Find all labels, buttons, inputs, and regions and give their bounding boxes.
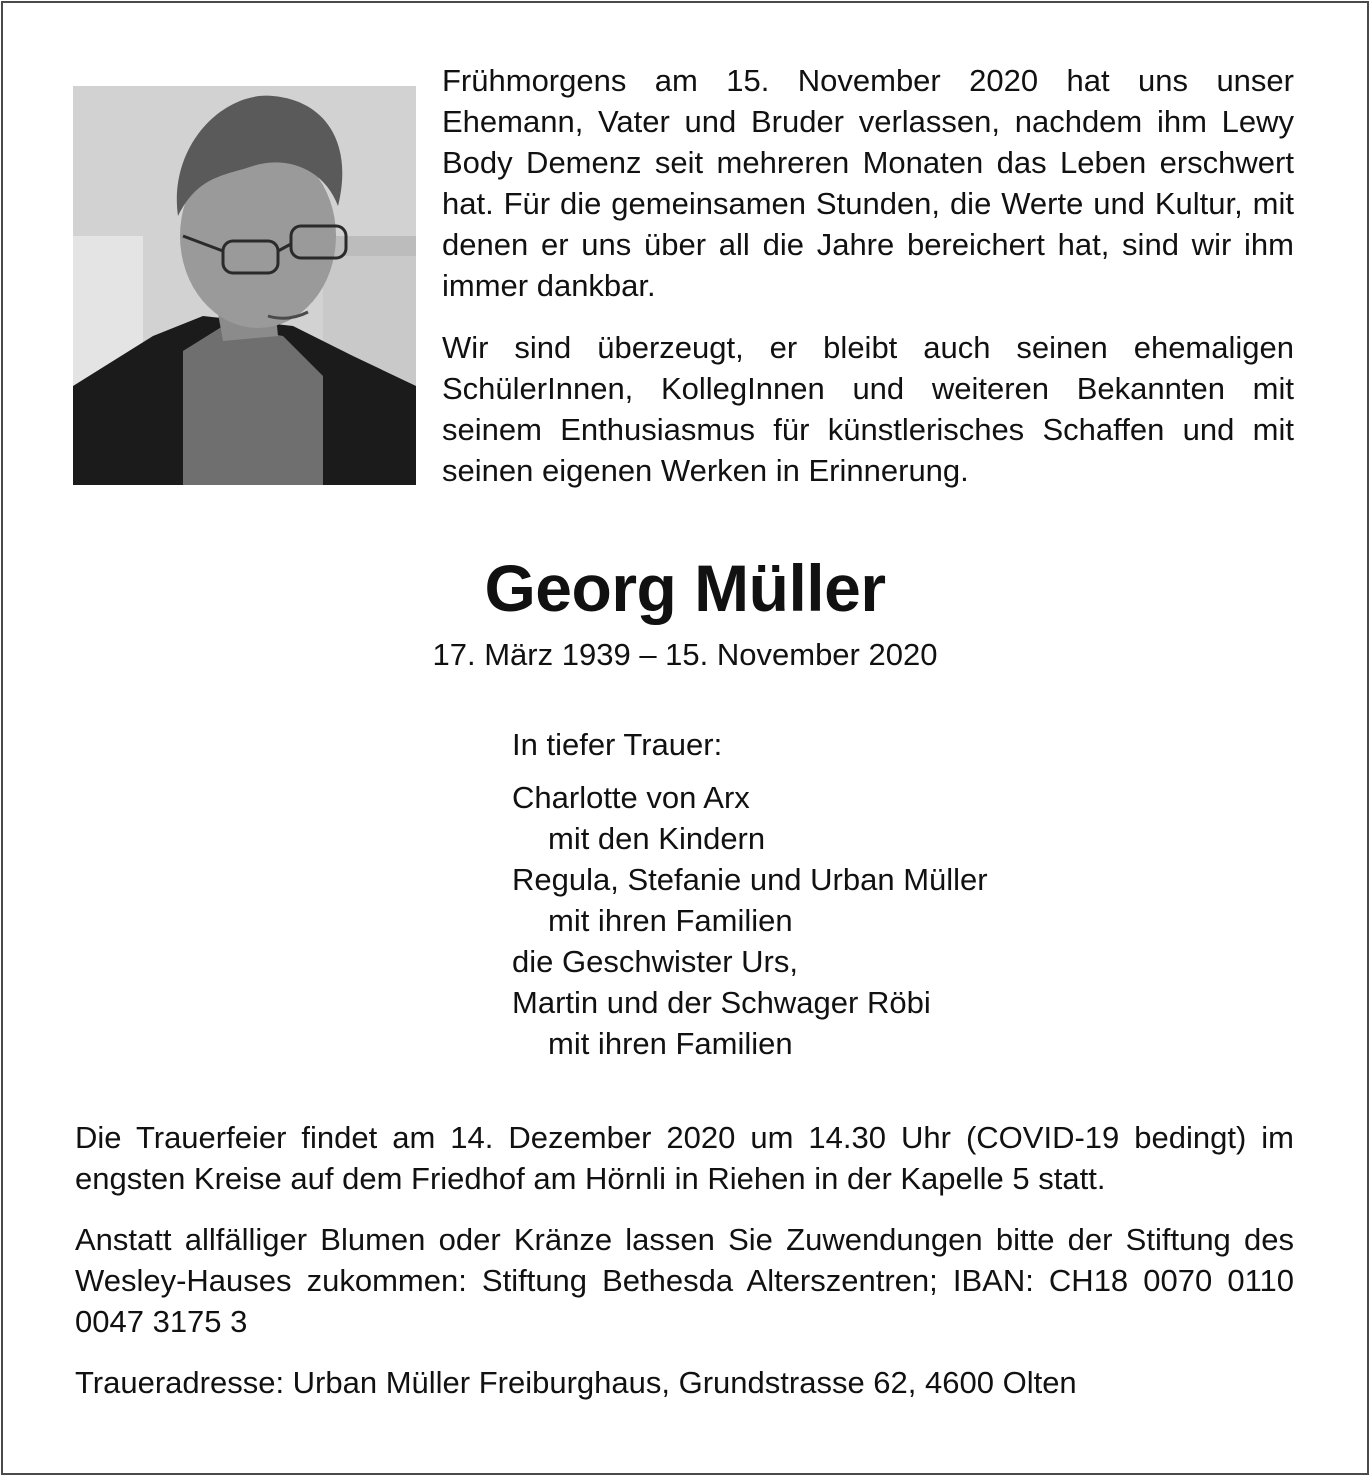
intro-text [442,60,1294,512]
mourners-heading: In tiefer Trauer: [512,727,723,762]
donation-info: Anstatt allfälliger Blumen oder Kränze lassen Sie Zuwendungen bitte der Stiftung des Wesley-Hauses zukommen: Stiftung Bethesda Alterszentren; IBAN: CH18 0070 0110 0047 3175 3 [75,1222,1294,1339]
portrait-image [73,86,416,485]
deceased-name: Georg Müller [484,551,886,625]
mourner-line: Martin und der Schwager Röbi [512,985,931,1020]
mourning-address: Traueradresse: Urban Müller Freiburghaus, Grundstrasse 62, 4600 Olten [75,1365,1077,1400]
mourner-line: die Geschwister Urs, [512,944,798,979]
mourner-line: mit ihren Familien [548,903,793,938]
mourner-line: Regula, Stefanie und Urban Müller [512,862,988,897]
intro-paragraph-1: Frühmorgens am 15. November 2020 hat uns unser Ehemann, Vater und Bruder verlassen, nachdem ihm Lewy Body Demenz seit mehreren Monaten das Leben erschwert hat. Für die gemeinsamen Stunden, die Werte und Kultur, mit denen er uns über all die Jahre bereichert hat, sind wir ihm immer dankbar. [442,63,1294,303]
mourners-block [512,724,1212,1064]
mourner-line: mit ihren Familien [548,1026,793,1061]
life-dates: 17. März 1939 – 15. November 2020 [432,637,938,672]
details-block [75,1117,1294,1423]
mourner-line: Charlotte von Arx [512,780,750,815]
intro-paragraph-2: Wir sind überzeugt, er bleibt auch seinen ehemaligen SchülerInnen, KollegInnen und weiteren Bekannten mit seinem Enthusiasmus für künstlerisches Schaffen und mit seinen eigenen Werken in Erinnerung. [442,330,1294,488]
portrait-photo [73,86,416,485]
ceremony-info: Die Trauerfeier findet am 14. Dezember 2020 um 14.30 Uhr (COVID-19 bedingt) im engsten Kreise auf dem Friedhof am Hörnli in Riehen in der Kapelle 5 statt. [75,1120,1294,1196]
mourner-line: mit den Kindern [548,821,766,856]
